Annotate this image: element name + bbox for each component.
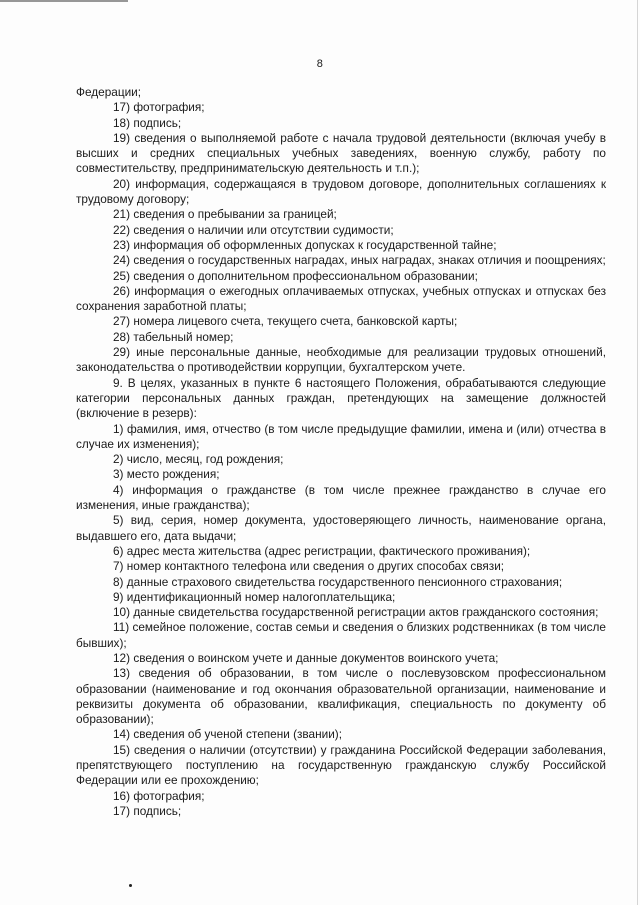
paragraph-line: 9. В целях, указанных в пункте 6 настоящего Положения, обрабатываются следующие категории персональных данных граждан, претендующих на замещение должностей (включение в резерв): <box>76 375 606 421</box>
paragraph-line: 26) информация о ежегодных оплачиваемых отпусках, учебных отпусках и отпусках без сохранения заработной платы; <box>76 283 606 314</box>
paragraph-line: 17) подпись; <box>113 803 182 818</box>
paragraph-line: 25) сведения о дополнительном профессиональном образовании; <box>113 268 478 283</box>
paragraph-line: 4) информация о гражданстве (в том числе прежнее гражданство в случае его изменения, иные гражданства); <box>76 482 606 513</box>
paragraph-line: 1) фамилия, имя, отчество (в том числе предыдущие фамилии, имена и (или) отчества в случае их изменения); <box>76 421 606 451</box>
paragraph-line: 13) сведения об образовании, в том числе о послевузовском профессиональном образовании (наименование и год окончания образовательной организации, наименование и реквизиты документа об образовании, квалификация, специальность по документу об образовании); <box>76 666 606 727</box>
paragraph-line: 20) информация, содержащаяся в трудовом договоре, дополнительных соглашениях к трудовому договору; <box>76 176 606 207</box>
paragraph-line: 21) сведения о пребывании за границей; <box>113 207 337 222</box>
page-number: 8 <box>316 58 324 70</box>
paragraph-line: Федерации; <box>76 85 142 99</box>
paragraph-line: 3) место рождения; <box>113 467 220 482</box>
paragraph-line: 24) сведения о государственных наградах, иных наградах, знаках отличия и поощрениях; <box>113 253 606 268</box>
paragraph-line: 9) идентификационный номер налогоплательщика; <box>113 589 396 604</box>
paragraph-line: 27) номера лицевого счета, текущего счета, банковской карты; <box>113 314 458 329</box>
paragraph-line: 16) фотография; <box>113 788 205 803</box>
scan-speck <box>129 884 132 887</box>
paragraph-line: 7) номер контактного телефона или сведения о других способах связи; <box>113 559 505 574</box>
paragraph-line: 19) сведения о выполняемой работе с начала трудовой деятельности (включая учебу в высших и средних специальных учебных заведениях, военную службу, работу по совместительству, предпринимательскую деятельность и т.п.); <box>76 130 606 176</box>
paragraph-line: 28) табельный номер; <box>113 329 234 344</box>
paragraph-line: 6) адрес места жительства (адрес регистрации, фактического проживания); <box>113 543 531 558</box>
paragraph-line: 15) сведения о наличии (отсутствии) у гражданина Российской Федерации заболевания, препятствующего поступлению на государственную гражданскую службу Российской Федерации или ее прохождению; <box>76 742 606 788</box>
paragraph-line: 5) вид, серия, номер документа, удостоверяющего личность, наименование органа, выдавшего его, дата выдачи; <box>76 513 606 543</box>
paragraph-line: 23) информация об оформленных допусках к государственной тайне; <box>113 237 497 252</box>
paragraph-line: 12) сведения о воинском учете и данные документов воинского учета; <box>113 650 499 665</box>
scan-edge-right <box>637 0 638 905</box>
paragraph-line: 2) число, месяц, год рождения; <box>113 452 284 467</box>
paragraph-line: 14) сведения об ученой степени (звании); <box>113 727 343 742</box>
paragraph-line: 11) семейное положение, состав семьи и сведения о близких родственниках (в том числе бывших); <box>76 620 606 650</box>
paragraph-line: 17) фотография; <box>113 100 205 115</box>
document-body <box>76 85 606 819</box>
scan-edge-top <box>0 0 640 2</box>
paragraph-line: 8) данные страхового свидетельства государственного пенсионного страхования; <box>113 574 563 589</box>
paragraph-line: 18) подпись; <box>113 115 182 130</box>
paragraph-line: 10) данные свидетельства государственной регистрации актов гражданского состояния; <box>113 605 599 620</box>
paragraph-line: 22) сведения о наличии или отсутствии судимости; <box>113 222 394 237</box>
paragraph-line: 29) иные персональные данные, необходимые для реализации трудовых отношений, законодательства о противодействии коррупции, бухгалтерском учете. <box>76 345 606 375</box>
